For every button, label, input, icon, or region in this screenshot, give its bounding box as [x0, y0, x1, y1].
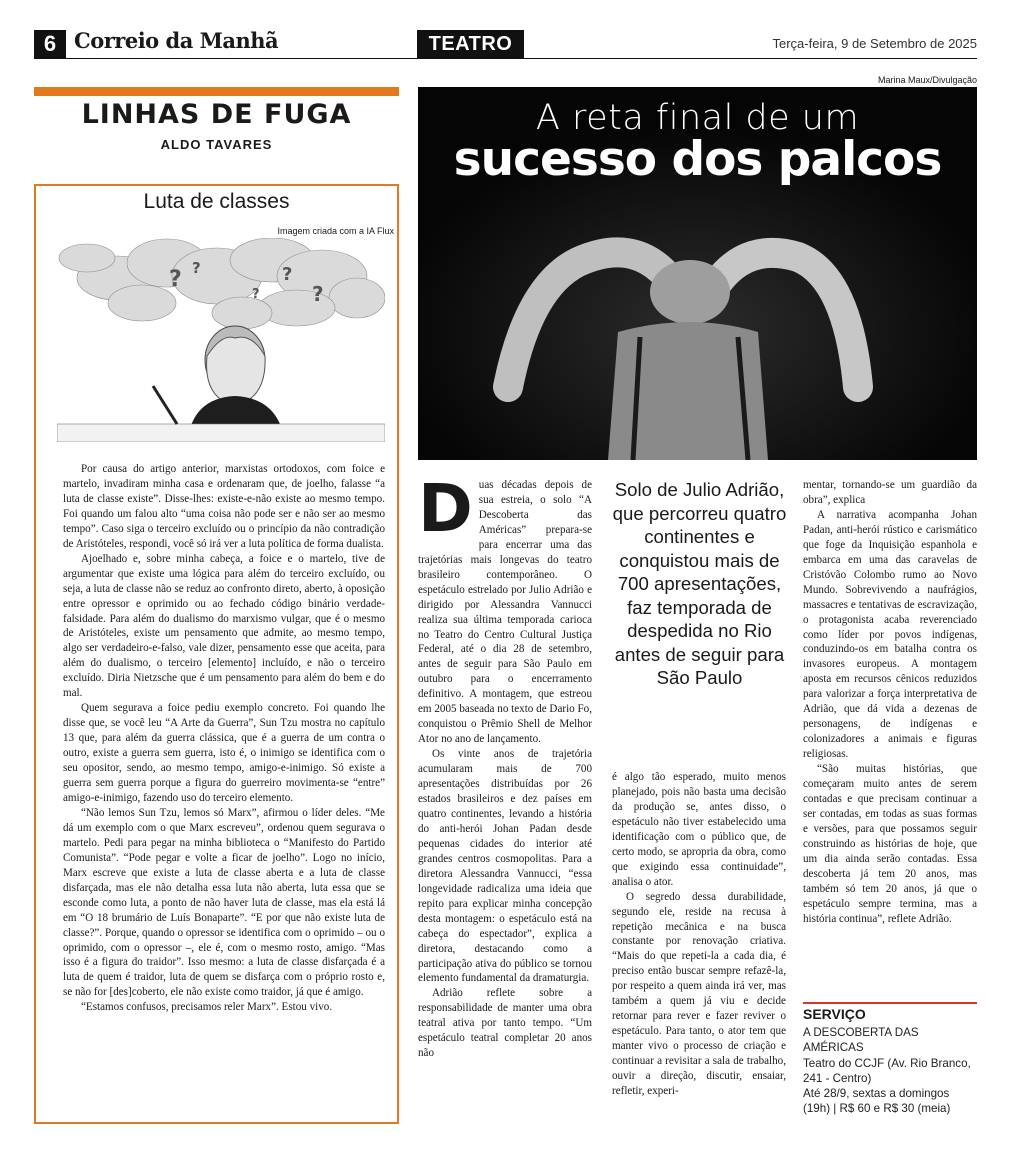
svg-text:?: ?: [312, 282, 324, 306]
article-column-2: [612, 770, 786, 1099]
svg-text:?: ?: [192, 259, 201, 277]
column-title: Luta de classes: [143, 190, 290, 213]
article-paragraph: mentar, tornando-se um guardião da obra”, explica: [803, 479, 977, 506]
drop-cap: D: [418, 470, 473, 547]
column-name: LINHAS DE FUGA: [81, 99, 352, 130]
article-column-1: [418, 470, 592, 1061]
article-paragraph: O segredo dessa durabilidade, segundo ele, reside na recusa à repetição mecânica e na busca constante por renovação criativa. “Mais do que repeti-la a cada dia, é preciso então buscar sempre refazê-la, por respeito a quem ainda irá ver, mas também a quem já viu e decide retornar para rever e fazer reviver o espetáculo. Para tanto, o ator tem que manter vivo o processo de criação e continuar a revisitar a sala de trabalho, ouvir a direção, discutir, ensaiar, refletir, experi-: [612, 890, 786, 1098]
article-paragraph: uas décadas depois de sua estreia, o solo “A Descoberta das Américas” prepara-se para encerrar uma das trajetórias mais longevas do teatro brasileiro contemporâneo. O espetáculo estrelado por Julio Adrião e dirigido por Alessandra Vannucci realiza sua última temporada carioca no Teatro do Centro Cultural Justiça Federal, até o dia 28 de setembro, antes de seguir para São Paulo em outubro para o encerramento definitivo. A montagem, que estreou em 2005 baseada no texto de Dario Fo, conquistou o Prêmio Shell de Melhor Ator no ano de lançamento.: [418, 479, 592, 746]
service-rule: [803, 1002, 977, 1004]
article-paragraph: “São muitas histórias, que começaram muito antes de serem contadas e que precisam continuar a ser contadas, em todas as suas formas e versões, para que possamos seguir construindo as histórias de hoje, que um dia ainda serão contadas. Essa descoberta já tem 20 anos, mas também só tem 20 anos, já que o espetáculo sempre termina, mas a história continua”, reflete Adrião.: [803, 763, 977, 925]
column-paragraph: “Estamos confusos, precisamos reler Marx”. Estou vivo.: [81, 1001, 333, 1014]
page-number: 6: [34, 30, 66, 58]
pull-quote: Solo de Julio Adrião, que percorreu quatro continentes e conquistou mais de 700 apresentações, faz temporada de despedida no Rio antes de seguir para São Paulo: [612, 479, 787, 688]
headline-line-1: A reta final de um: [535, 98, 860, 138]
column-accent-bar: [34, 87, 399, 96]
section-label: TEATRO: [417, 30, 524, 58]
column-paragraph: Ajoelhado e, sobre minha cabeça, a foice e o martelo, tive de argumentar que existe uma lógica para além do terceiro excluído, ou seja, a luta de classe não se reduz ao confronto direto, aberto, à oposição entre opressor e oprimido ou ao fechado código binário verdade-falsidade. Para além do dualismo do marxismo vulgar, que é o mesmo de Aristóteles, existe um pensamento que admite, ao mesmo tempo, algo ser verdadeiro-e-falso, vale dizer, pensamento esse que aceita, para além do dualismo, o terceiro [elemento] incluído, e não o terceiro excluído. Diria Nietzsche que é um pensamento para além do bem e do mal.: [63, 552, 385, 700]
article-paragraph: A narrativa acompanha Johan Padan, anti-herói rústico e carismático que foge da Inquisição espanhola e embarca em uma das caravelas de Cristóvão Colombo rumo ao Novo Mundo. Sobrevivendo a naufrágios, massacres e tentativas de escravização, o protagonista acaba reverenciado como líder por povos indígenas, conduzindo-os em batalha contra os invasores europeus. A montagem aposta em recursos cênicos reduzidos para valorizar a força interpretativa de Adrião, que dá vida a dezenas de personagens, de indígenas e colonizadores a animais e figuras religiosas.: [803, 508, 977, 761]
svg-text:?: ?: [282, 264, 293, 285]
article-paragraph: Os vinte anos de trajetória acumularam mais de 700 apresentações distribuídas por 26 estados brasileiros e dez países em quatro continentes, levando a história do anti-herói Johan Padan desde pequenas cidades do interior até grandes centros cosmopolitas. Para a diretora Alessandra Vannucci, “essa longevidade radicaliza uma ideia que repito para explicar minha concepção desta montagem: o espetáculo está na cabeça do espectador”, explica a diretora, destacando como a participação ativa do público se tornou elemento fundamental da dramaturgia.: [418, 748, 592, 985]
column-paragraph: Quem segurava a foice pediu exemplo concreto. Foi quando lhe disse que, se você leu “A Arte da Guerra”, Sun Tzu mostra no capítulo 13 que, para além da guerra clássica, que é a guerra de um contra o outro, existe a guerra sem guerra, isto é, o inimigo se identifica com o seu opositor, sendo, ao mesmo tempo, amigo-e-inimigo. Só existe a guerra sem guerra porque a figura do guerreiro movimenta-se “entre” amigo-e-inimigo, fazendo uso do terceiro elemento.: [63, 702, 385, 804]
column-body: [63, 462, 385, 1015]
column-paragraph: Por causa do artigo anterior, marxistas ortodoxos, com foice e martelo, invadiram minha casa e ordenaram que, de joelho, falasse “a luta de classe existe”. Disse-lhes: existe-e-não existe ao mesmo tempo. Foi quando um falou alto “uma coisa não pode ser e não ser ao mesmo tempo”. Caso siga o terceiro excluído ou o princípio da não contradição de Aristóteles, respondi, você só irá ver a luta política de forma dualista.: [63, 463, 385, 550]
article-paragraph: é algo tão esperado, muito menos planejado, pois não basta uma decisão da produção se, antes disso, o espetáculo não tiver estabelecido uma identificação com o público que, de certo modo, se apropria da obra, como que exigindo essa continuidade”, analisa o ator.: [612, 771, 786, 888]
service-venue: Teatro do CCJF (Av. Rio Branco, 241 - Centro): [803, 1056, 971, 1085]
photo-credit: Marina Maux/Divulgação: [877, 75, 977, 85]
masthead: Correio da Manhã: [74, 28, 279, 53]
service-show: A DESCOBERTA DAS AMÉRICAS: [803, 1026, 919, 1055]
dateline: Terça-feira, 9 de Setembro de 2025: [772, 36, 977, 51]
svg-text:?: ?: [252, 287, 260, 302]
column-author: ALDO TAVARES: [160, 137, 273, 152]
column-paragraph: “Não lemos Sun Tzu, lemos só Marx”, afirmou o líder deles. “Me dá um exemplo com o que Marx escreveu”, ordenou quem segurava o martelo. Pedi para pegar na minha biblioteca o “Manifesto do Partido Comunista”. “Pode pegar e volte a ficar de joelho”. Logo no início, Marx escreve que existe a luta de classe aberta e a luta de classe disfarçada, mas ele não detalha essa luta não aberta, luta essa que se esconde como luta, a ponto de não haver luta de classe, mas ela está lá em “O 18 brumário de Luís Bonaparte”. “E por que não existe luta de classe?”. Porque, quando o opressor se identifica com o oprimido – ou o oprimido, com o opressor –, ele é, com o mesmo rosto, amigo. “Mas isso é a figura do traidor”. Isso mesmo: a luta de classe disfarçada é a luta de quem é traidor, luta de quem se disfarça com o próprio rosto e, se não for [des]coberto, ele não existe como traidor, já que é amigo.: [63, 806, 385, 999]
header-rule: [34, 58, 977, 59]
illustration-credit: Imagem criada com a IA Flux: [277, 226, 394, 236]
article-paragraph: Adrião reflete sobre a responsabilidade de manter uma obra teatral ativa por tanto tempo. “Um espetáculo teatral completar 20 anos não: [418, 987, 592, 1060]
article-column-3: [803, 478, 977, 927]
service-title: SERVIÇO: [803, 1006, 866, 1022]
service-info: [803, 1025, 979, 1117]
service-schedule: Até 28/9, sextas a domingos (19h) | R$ 60 e R$ 30 (meia): [803, 1087, 951, 1116]
svg-text:?: ?: [169, 267, 182, 292]
marx-illustration: [57, 238, 385, 442]
headline-line-2: sucesso dos palcos: [453, 132, 942, 187]
